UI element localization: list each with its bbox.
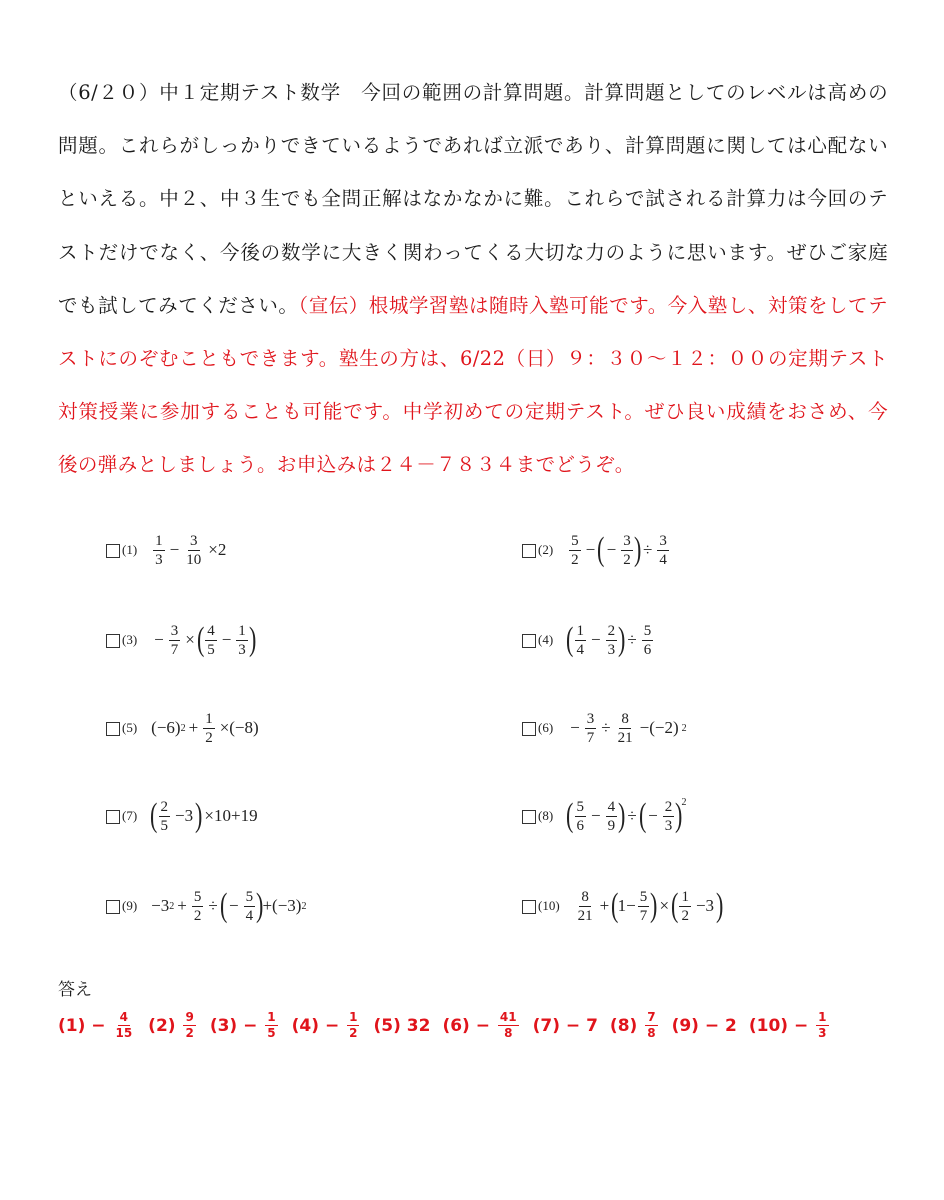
fraction: $\frac{5}{2}$: [193, 888, 202, 924]
problem-number: (7): [122, 808, 138, 823]
answer-8: (8) $\frac{7}{8}$: [609, 1010, 656, 1040]
problem-number: (5): [122, 720, 138, 735]
problem-2: [522, 520, 671, 580]
intro-paragraph: [58, 66, 888, 492]
problem-number: (1): [122, 542, 138, 557]
fraction: $\frac{2}{3}$: [607, 622, 616, 658]
fraction: $\frac{1}{2}$: [681, 888, 689, 924]
checkbox-icon: [522, 634, 536, 648]
fraction: $\frac{1}{2}$: [205, 710, 213, 746]
problem-expression: (−6) 2 + $\frac{1}{2}$ ×(−8): [151, 710, 259, 746]
fraction: $\frac{2}{3}$: [664, 798, 673, 834]
checkbox-icon: [106, 544, 120, 558]
fraction: $\frac{8}{21}$: [577, 888, 593, 924]
answer-7: (7) − 7: [532, 1015, 598, 1036]
problem-expression: $\frac{8}{21}$ + ( 1− $\frac{5}{7}$ ) × ( $\frac{1}{2}$ −3 ): [577, 887, 724, 924]
fraction: $\frac{1}{3}$: [238, 622, 246, 658]
advertisement-text: （宣伝）根城学習塾は随時入塾可能です。今入塾し、対策をしてテストにのぞむこともできます。塾生の方は、6/22（日）９：３０〜１２：００の定期テスト対策授業に参加することも可能です。中学初めての定期テスト。ぜひ良い成績をおさめ、今後の弾みとしましょう。お申込みは２４－７８３４までどうぞ。: [58, 293, 888, 477]
problem-number: (10): [538, 898, 560, 913]
answer-list: [58, 1010, 843, 1041]
fraction: $\frac{8}{21}$: [617, 710, 633, 746]
answer-3: (3) − $\frac{1}{5}$: [209, 1010, 276, 1040]
checkbox-icon: [522, 810, 536, 824]
problem-expression: $\frac{1}{3}$ − $\frac{3}{10}$ ×2: [155, 532, 227, 568]
problem-expression: ( $\frac{2}{5}$ −3 ) ×10+19: [150, 797, 258, 834]
fraction: $\frac{1}{4}$: [576, 622, 584, 658]
fraction: $\frac{5}{6}$: [643, 622, 652, 658]
fraction: $\frac{5}{6}$: [576, 798, 584, 834]
fraction: $\frac{3}{2}$: [623, 532, 631, 568]
problem-expression: ( $\frac{1}{4}$ − $\frac{2}{3}$ ) ÷ $\frac{5}{6}$: [566, 621, 652, 658]
answer-4: (4) − $\frac{1}{2}$: [291, 1010, 358, 1040]
checkbox-icon: [106, 634, 120, 648]
problem-9: [106, 876, 306, 936]
answer-1: (1) − $\frac{4}{15}$: [58, 1010, 133, 1040]
answer-9: (9) − 2: [671, 1015, 737, 1036]
problem-number: (9): [122, 898, 138, 913]
fraction: $\frac{3}{7}$: [170, 622, 179, 658]
checkbox-icon: [106, 900, 120, 914]
answers-label: 答え: [58, 980, 92, 1000]
checkbox-icon: [522, 544, 536, 558]
checkbox-icon: [522, 722, 536, 736]
problem-6: [522, 698, 687, 758]
fraction: $\frac{3}{4}$: [659, 532, 667, 568]
problem-expression: − $\frac{3}{7}$ × ( $\frac{4}{5}$ − $\frac{1}{3}$ ): [154, 621, 257, 658]
problem-number: (3): [122, 632, 138, 647]
fraction: $\frac{4}{5}$: [207, 622, 215, 658]
fraction: $\frac{2}{5}$: [160, 798, 168, 834]
answer-6: (6) − $\frac{41}{8}$: [442, 1010, 517, 1040]
answer-10: (10) − $\frac{1}{3}$: [748, 1010, 827, 1040]
problem-1: [106, 520, 229, 580]
problem-expression: ( $\frac{5}{6}$ − $\frac{4}{9}$ ) ÷ ( − $\frac{2}{3}$ ) $^2$: [566, 796, 687, 834]
problem-7: [106, 786, 261, 846]
fraction: $\frac{5}{2}$: [571, 532, 579, 568]
checkbox-icon: [522, 900, 536, 914]
problem-expression: −3 2 + $\frac{5}{2}$ ÷ ( − $\frac{5}{4}$ ) +(−3) 2: [151, 887, 307, 924]
fraction: $\frac{5}{4}$: [245, 888, 254, 924]
fraction: $\frac{4}{9}$: [607, 798, 616, 834]
fraction: $\frac{3}{7}$: [586, 710, 595, 746]
answer-2: (2) $\frac{9}{2}$: [148, 1010, 194, 1040]
checkbox-icon: [106, 810, 120, 824]
problem-number: (2): [538, 542, 554, 557]
answer-5: (5) 32: [373, 1015, 431, 1036]
problem-number: (8): [538, 808, 554, 823]
problem-3: [106, 610, 255, 670]
problem-number: (6): [538, 720, 554, 735]
problem-4: [522, 610, 655, 670]
fraction: $\frac{1}{3}$: [155, 532, 163, 568]
problem-8: [522, 786, 687, 846]
problem-10: [522, 876, 722, 936]
checkbox-icon: [106, 722, 120, 736]
fraction: $\frac{5}{7}$: [639, 888, 648, 924]
problem-5: [106, 698, 262, 758]
problem-expression: − $\frac{3}{7}$ ÷ $\frac{8}{21}$ −(−2) 2: [570, 710, 687, 746]
intro-text: （6/２０）中１定期テスト数学 今回の範囲の計算問題。計算問題としてのレベルは高めの問題。これらがしっかりできているようであれば立派であり、計算問題に関しては心配ないといえる。中２、中３生でも全問正解はなかなかに難。これらで試される計算力は今回のテストだけでなく、今後の数学に大きく関わってくる大切な力のように思います。ぜひご家庭でも試してみてください。: [58, 81, 888, 317]
problem-expression: $\frac{5}{2}$ − ( − $\frac{3}{2}$ ) ÷ $\frac{3}{4}$: [571, 531, 667, 568]
problem-number: (4): [538, 632, 554, 647]
fraction: $\frac{3}{10}$: [186, 532, 202, 568]
